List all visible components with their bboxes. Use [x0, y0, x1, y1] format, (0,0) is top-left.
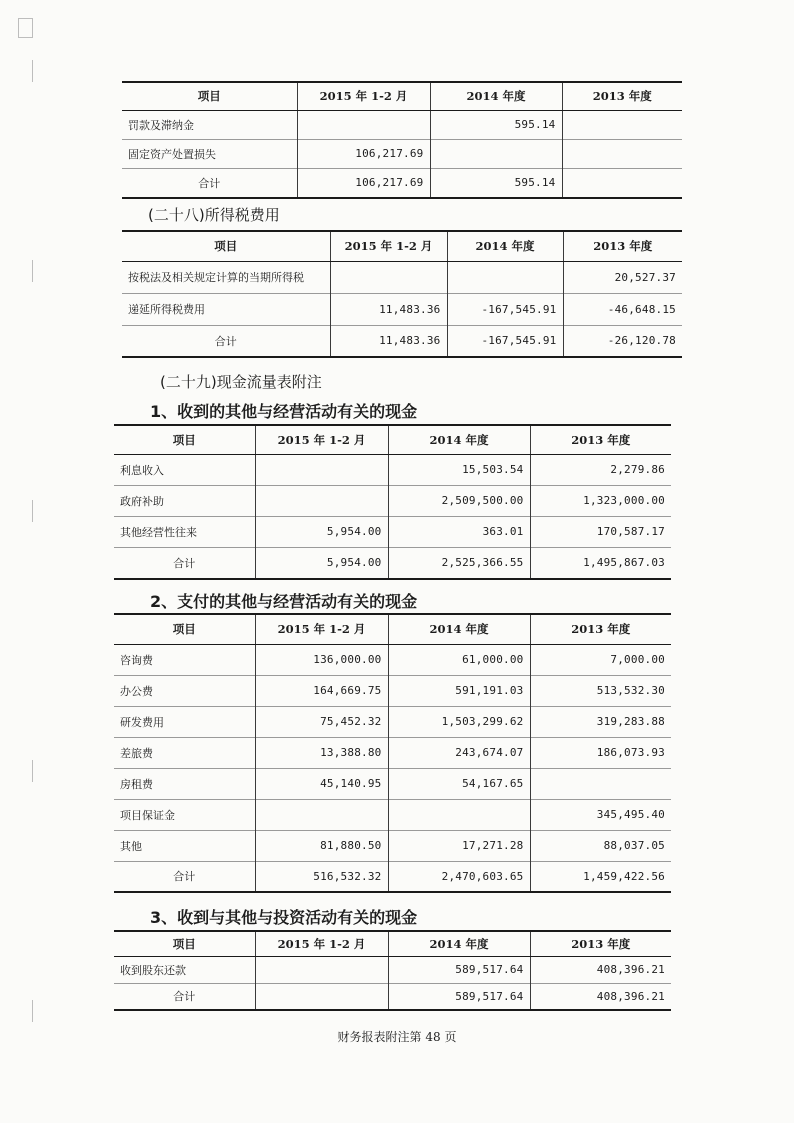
- cell-2013: [562, 168, 682, 198]
- cell-2015: 5,954.00: [255, 547, 388, 579]
- scan-binding-marks: [18, 0, 38, 1123]
- header-2013: 2013 年度: [563, 231, 682, 261]
- cell-2014: 589,517.64: [388, 983, 530, 1010]
- table-header-row: [122, 82, 682, 110]
- table-other-expenses: [122, 81, 682, 199]
- cell-2015: 11,483.36: [330, 325, 447, 357]
- row-label: 办公费: [114, 675, 255, 706]
- scan-tick: [32, 260, 33, 282]
- header-2014: 2014 年度: [388, 931, 530, 956]
- header-item: 项目: [114, 931, 255, 956]
- table-row: [122, 139, 682, 168]
- header-2013: 2013 年度: [562, 82, 682, 110]
- table-total-row: [114, 547, 671, 579]
- header-2015: 2015 年 1-2 月: [330, 231, 447, 261]
- header-2014: 2014 年度: [447, 231, 563, 261]
- table-operating-payments: [114, 613, 671, 893]
- header-2015: 2015 年 1-2 月: [297, 82, 430, 110]
- cell-2013: -46,648.15: [563, 293, 682, 325]
- cell-2013: 1,495,867.03: [530, 547, 671, 579]
- total-label: 合计: [114, 547, 255, 579]
- cell-2014: 595.14: [430, 110, 562, 139]
- cell-2013: 88,037.05: [530, 830, 671, 861]
- cell-2014: 591,191.03: [388, 675, 530, 706]
- cell-2014: 54,167.65: [388, 768, 530, 799]
- total-label: 合计: [114, 983, 255, 1010]
- table-total-row: [122, 168, 682, 198]
- row-label: 固定资产处置损失: [122, 139, 297, 168]
- cell-2014: -167,545.91: [447, 293, 563, 325]
- scan-tick: [32, 760, 33, 782]
- header-2015: 2015 年 1-2 月: [255, 931, 388, 956]
- table-total-row: [114, 861, 671, 892]
- table-header-row: [114, 425, 671, 454]
- cell-2013: [530, 768, 671, 799]
- cell-2013: 1,459,422.56: [530, 861, 671, 892]
- cell-2013: 408,396.21: [530, 983, 671, 1010]
- header-2013: 2013 年度: [530, 425, 671, 454]
- table-row: [114, 706, 671, 737]
- table-row: [114, 737, 671, 768]
- table-operating-receipts: [114, 424, 671, 580]
- header-2014: 2014 年度: [430, 82, 562, 110]
- row-label: 项目保证金: [114, 799, 255, 830]
- header-item: 项目: [122, 82, 297, 110]
- cell-2014: [447, 261, 563, 293]
- scan-corner-mark: [18, 18, 33, 38]
- cell-2014: [430, 139, 562, 168]
- cell-2013: -26,120.78: [563, 325, 682, 357]
- table-row: [122, 110, 682, 139]
- cell-2015: [255, 983, 388, 1010]
- table-row: [114, 485, 671, 516]
- cell-2013: 408,396.21: [530, 956, 671, 983]
- table-row: [114, 644, 671, 675]
- cell-2015: 164,669.75: [255, 675, 388, 706]
- subsection-title-operating-payments: 2、支付的其他与经营活动有关的现金: [150, 592, 418, 611]
- cell-2013: 513,532.30: [530, 675, 671, 706]
- cell-2015: 516,532.32: [255, 861, 388, 892]
- table-header-row: [114, 931, 671, 956]
- cell-2014: 61,000.00: [388, 644, 530, 675]
- cell-2014: 1,503,299.62: [388, 706, 530, 737]
- header-2015: 2015 年 1-2 月: [255, 425, 388, 454]
- cell-2014: 2,509,500.00: [388, 485, 530, 516]
- cell-2015: 106,217.69: [297, 139, 430, 168]
- cell-2013: 186,073.93: [530, 737, 671, 768]
- table-row: [114, 675, 671, 706]
- table-row: [114, 799, 671, 830]
- row-label: 其他: [114, 830, 255, 861]
- total-label: 合计: [122, 168, 297, 198]
- cell-2015: [255, 485, 388, 516]
- table-total-row: [122, 325, 682, 357]
- cell-2015: 11,483.36: [330, 293, 447, 325]
- table-row: [114, 830, 671, 861]
- table-row: [122, 293, 682, 325]
- cell-2015: [297, 110, 430, 139]
- cell-2014: 589,517.64: [388, 956, 530, 983]
- row-label: 按税法及相关规定计算的当期所得税: [122, 261, 330, 293]
- cell-2015: [255, 956, 388, 983]
- cell-2015: 81,880.50: [255, 830, 388, 861]
- total-label: 合计: [114, 861, 255, 892]
- row-label: 研发费用: [114, 706, 255, 737]
- cell-2014: 2,470,603.65: [388, 861, 530, 892]
- cell-2013: 319,283.88: [530, 706, 671, 737]
- cell-2014: 17,271.28: [388, 830, 530, 861]
- cell-2014: 595.14: [430, 168, 562, 198]
- cell-2013: [562, 139, 682, 168]
- cell-2013: 2,279.86: [530, 454, 671, 485]
- row-label: 咨询费: [114, 644, 255, 675]
- cell-2015: 5,954.00: [255, 516, 388, 547]
- header-2015: 2015 年 1-2 月: [255, 614, 388, 644]
- row-label: 罚款及滞纳金: [122, 110, 297, 139]
- page-footer: 财务报表附注第 48 页: [337, 1030, 457, 1044]
- cell-2014: -167,545.91: [447, 325, 563, 357]
- table-row: [122, 261, 682, 293]
- table-header-row: [122, 231, 682, 261]
- table-income-tax: [122, 230, 682, 358]
- header-2014: 2014 年度: [388, 614, 530, 644]
- header-item: 项目: [114, 425, 255, 454]
- scan-tick: [32, 60, 33, 82]
- header-item: 项目: [114, 614, 255, 644]
- cell-2015: 75,452.32: [255, 706, 388, 737]
- cell-2015: 106,217.69: [297, 168, 430, 198]
- cell-2014: 243,674.07: [388, 737, 530, 768]
- total-label: 合计: [122, 325, 330, 357]
- row-label: 收到股东还款: [114, 956, 255, 983]
- cell-2015: [330, 261, 447, 293]
- cell-2014: 2,525,366.55: [388, 547, 530, 579]
- cell-2015: 45,140.95: [255, 768, 388, 799]
- row-label: 房租费: [114, 768, 255, 799]
- header-2013: 2013 年度: [530, 614, 671, 644]
- cell-2013: 345,495.40: [530, 799, 671, 830]
- cell-2013: 170,587.17: [530, 516, 671, 547]
- table-header-row: [114, 614, 671, 644]
- section-title-income-tax: (二十八)所得税费用: [148, 206, 280, 224]
- table-row: [114, 768, 671, 799]
- cell-2013: [562, 110, 682, 139]
- row-label: 差旅费: [114, 737, 255, 768]
- scan-tick: [32, 500, 33, 522]
- row-label: 其他经营性往来: [114, 516, 255, 547]
- scan-tick: [32, 1000, 33, 1022]
- cell-2014: 363.01: [388, 516, 530, 547]
- row-label: 利息收入: [114, 454, 255, 485]
- header-item: 项目: [122, 231, 330, 261]
- cell-2015: [255, 799, 388, 830]
- cell-2013: 1,323,000.00: [530, 485, 671, 516]
- cell-2014: 15,503.54: [388, 454, 530, 485]
- header-2014: 2014 年度: [388, 425, 530, 454]
- table-total-row: [114, 983, 671, 1010]
- cell-2013: 20,527.37: [563, 261, 682, 293]
- subsection-title-operating-receipts: 1、收到的其他与经营活动有关的现金: [150, 402, 418, 421]
- header-2013: 2013 年度: [530, 931, 671, 956]
- table-row: [114, 956, 671, 983]
- subsection-title-investing-receipts: 3、收到与其他与投资活动有关的现金: [150, 908, 418, 927]
- table-investing-receipts: [114, 930, 671, 1011]
- table-row: [114, 516, 671, 547]
- row-label: 递延所得税费用: [122, 293, 330, 325]
- table-row: [114, 454, 671, 485]
- cell-2015: 13,388.80: [255, 737, 388, 768]
- cell-2015: 136,000.00: [255, 644, 388, 675]
- section-title-cash-flow-notes: (二十九)现金流量表附注: [160, 373, 322, 391]
- cell-2013: 7,000.00: [530, 644, 671, 675]
- row-label: 政府补助: [114, 485, 255, 516]
- cell-2015: [255, 454, 388, 485]
- cell-2014: [388, 799, 530, 830]
